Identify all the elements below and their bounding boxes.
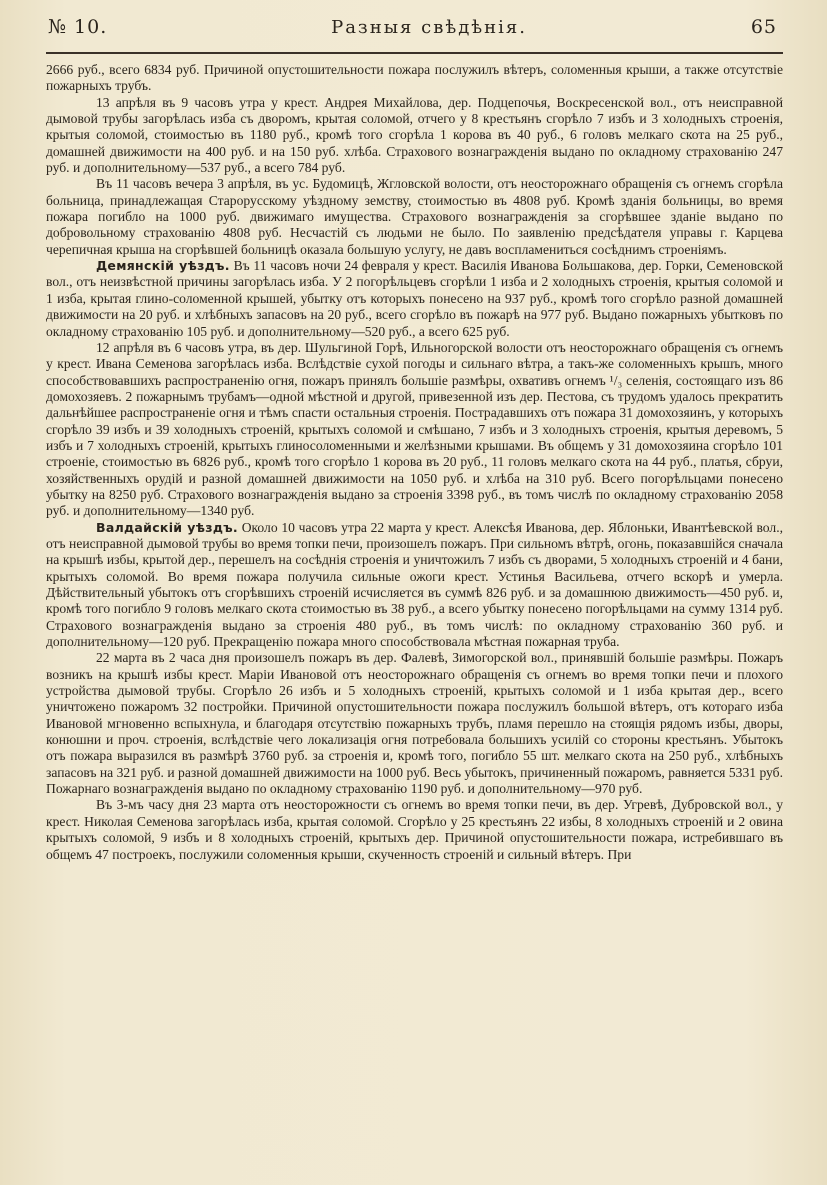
section-title: Разныя свѣдѣнія.	[331, 17, 527, 38]
running-header	[46, 16, 783, 54]
paragraph: 13 апрѣля въ 9 часовъ утра у крест. Андрея Михайлова, дер. Подцепочья, Воскресенской вол., отъ неисправной дымовой трубы загорѣлась изба съ дворомъ, крытая соломой, отчего у 8 крестьянъ сгорѣло 7 избъ и 3 холодныхъ строенія, крытыя соломой, стоимостью въ 1180 руб., кромѣ того сгорѣла 1 корова въ 40 руб., 6 головъ мелкаго скота на 25 руб., домашней движимости на 400 руб. и на 150 руб. хлѣба. Страхового вознагражденія выдано по окладному страхованію 247 руб. и дополнительному—537 руб., а всего 784 руб.	[46, 94, 783, 176]
paragraph: Въ 3-мъ часу дня 23 марта отъ неосторожности съ огнемъ во время топки печи, въ дер. Угревѣ, Дубровской вол., у крест. Николая Семенова загорѣлась изба, крытая соломой. Сгорѣло у 25 крестьянъ 22 избы, 8 холодныхъ строеній и 2 овина крытыхъ соломой, 9 избъ и 8 холодныхъ строеній, крытыхъ дер. Причиной опустошительности пожара, истребившаго въ общемъ 47 построекъ, послужили соломенныя крыши, скученность строеній и сильный вѣтеръ. При	[46, 797, 783, 862]
article-body	[46, 62, 783, 863]
paragraph: Валдайскій уѣздъ. Около 10 часовъ утра 22 марта у крест. Алексѣя Иванова, дер. Яблоньки, Ивантѣевской вол., отъ неисправной дымовой трубы во время топки печи, произошелъ пожаръ. При сильномъ вѣтрѣ, огонь, показавшійся сначала на крышѣ избы, крытой дер., перешелъ на сосѣднія строенія и уничтожилъ 7 избъ съ дворами, 5 холодныхъ строеній и 4 бани, крытыхъ соломой. Во время пожара получила сильные ожоги крест. Устинья Васильева, отчего вскорѣ и умерла. Дѣйствительный убытокъ отъ сгорѣвшихъ строеній исчисляется въ суммѣ 826 руб. и за домашнюю движимость—450 руб. и, кромѣ того погибло 9 головъ мелкаго скота стоимостью въ 38 руб., а всего убытку понесено погорѣльцами на сумму 1314 руб. Страхового вознагражденія выдано за строенія 480 руб., въ томъ числѣ: по окладному страхованію 360 руб. и дополнительному—120 руб. Прекращенію пожара много способствовала мѣстная пожарная труба.	[46, 519, 783, 650]
paragraph: 22 марта въ 2 часа дня произошелъ пожаръ въ дер. Фалевѣ, Зимогорской вол., принявшій большіе размѣры. Пожаръ возникъ на крышѣ избы крест. Маріи Ивановой отъ неосторожнаго обращенія съ огнемъ во время топки печи и плохого устройства дымовой трубы. Сгорѣло 26 избъ и 5 холодныхъ строеній, крытыхъ соломой и 1 изба крытая дер., всего уничтожено пожаромъ 32 постройки. Причиной опустошительности пожара послужилъ большой вѣтеръ, отъ котораго изба Ивановой мгновенно вспыхнула, и благодаря отсутствію пожарныхъ трубъ, пламя перешло на стоящія рядомъ избы, дворы, конюшни и проч. строенія, вслѣдствіе чего локализація огня потребовала большихъ усилій со стороны крестьянъ. Убытокъ отъ пожара выразился въ размѣрѣ 3760 руб. за строенія и, кромѣ того, погибло 55 шт. мелкаго скота на 250 руб., хлѣбныхъ запасовъ на 321 руб. и разной домашней движимости на 1000 руб. Весь убытокъ, причиненный пожаромъ, равняется 5331 руб. Пожарнаго вознагражденія выдано по окладному страхованію 1190 руб. и дополнительному—970 руб.	[46, 650, 783, 797]
paragraph: Въ 11 часовъ вечера 3 апрѣля, въ ус. Будомицѣ, Жгловской волости, отъ неосторожнаго обращенія съ огнемъ сгорѣла больница, принадлежащая Старорусскому уѣздному земству, стоимостью въ 4808 руб. Кромѣ зданія больницы, во время пожара погибло на 1000 руб. движимаго имущества. Страхового вознагражденія за сгорѣвшее зданіе выдано по добровольному страхованію 4808 руб. Несчастій съ людьми не было. По заявленію предсѣдателя управы г. Карцева черепичная крыша на сгорѣвшей больницѣ оказала большую услугу, не давъ воспламениться сосѣднимъ строеніямъ.	[46, 176, 783, 257]
paragraph: 2666 руб., всего 6834 руб. Причиной опустошительности пожара послужилъ вѣтеръ, соломенныя крыши, а также отсутствіе пожарныхъ трубъ.	[46, 62, 783, 94]
paragraph: 12 апрѣля въ 6 часовъ утра, въ дер. Шульгиной Горѣ, Ильногорской волости отъ неосторожнаго обращенія съ огнемъ у крест. Ивана Семенова загорѣлась изба. Вслѣдствіе сухой погоды и сильнаго вѣтра, а такъ-же соломенныхъ крышъ, много способствовавшихъ распространенію огня, пожаръ принялъ большіе размѣры, охвативъ огнемъ ¹/₃ селенія, состоящаго изъ 86 домохозяевъ. 2 пожарнымъ трубамъ—одной мѣстной и другой, привезенной изъ дер. Пестова, съ трудомъ удалось прекратить дальнѣйшее распространеніе огня и тѣмъ спасти остальныя строенія. Пострадавшихъ отъ пожара 31 домохозяинъ, у которыхъ сгорѣло 39 избъ и 39 холодныхъ строеній, крытыхъ соломой и смѣшано, 7 избъ и 3 холодныхъ строенія, крытыя деревомъ, 5 избъ и 7 холодныхъ строеній, крытыхъ глиносоломенными и желѣзными крышами. Въ общемъ у 31 домохозяина сгорѣло 101 строеніе, стоимостью въ 6826 руб., кромѣ того сгорѣло 1 корова въ 20 руб., 11 головъ мелкаго скота на 44 руб., платья, сбруи, хозяйственныхъ орудій и разной домашней движимости на 1050 руб. и хлѣба на 310 руб. Всего погорѣльцами понесено убытку на 8250 руб. Страхового вознагражденія выдано за строенія 3398 руб., въ томъ числѣ по окладному страхованію 2058 руб. и дополнительному—1340 руб.	[46, 339, 783, 519]
issue-number: № 10.	[48, 16, 108, 38]
district-heading: Демянскій уѣздъ.	[96, 258, 230, 274]
district-heading: Валдайскій уѣздъ.	[96, 519, 238, 535]
page-number: 65	[750, 16, 777, 38]
paragraph: Демянскій уѣздъ. Въ 11 часовъ ночи 24 февраля у крест. Василія Иванова Большакова, дер. Горки, Семеновской вол., отъ неизвѣстной причины загорѣлась изба. У 2 погорѣльцевъ сгорѣли 1 изба и 2 холодныхъ строенія, крытыя соломой и 1 изба, крытая глино-соломенной крышей, убытку отъ которыхъ понесено на 937 руб., кромѣ того сгорѣло разной домашней движимости на 20 руб. и хлѣбныхъ запасовъ на 20 руб., всего сгорѣло въ пожарѣ на 977 руб. Выдано пожарныхъ убытковъ по окладному страхованію 105 руб. и дополнительному—520 руб., а всего 625 руб.	[46, 258, 783, 339]
